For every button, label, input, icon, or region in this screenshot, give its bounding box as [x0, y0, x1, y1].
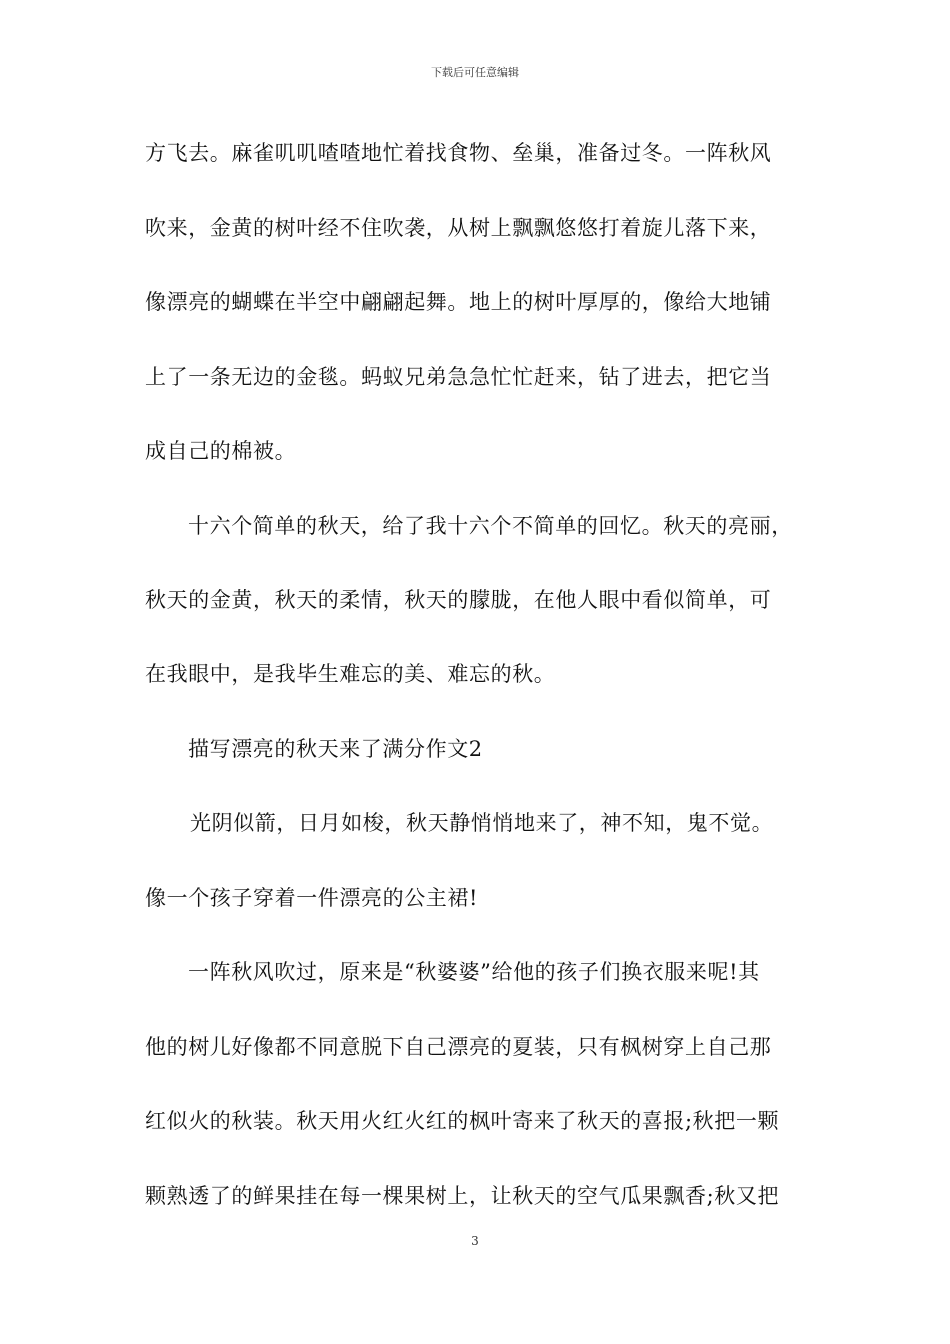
paragraph-first-line: 十六个简单的秋天，给了我十六个不简单的回忆。秋天的亮丽， [188, 514, 793, 538]
text-line: 红似火的秋装。秋天用火红火红的枫叶寄来了秋天的喜报;秋把一颗 [145, 1109, 780, 1133]
text-line: 成自己的棉被。 [145, 439, 297, 463]
text-line: 吹来，金黄的树叶经不住吹袭，从树上飘飘悠悠打着旋儿落下来， [145, 216, 772, 240]
text-line: 在我眼中，是我毕生难忘的美、难忘的秋。 [145, 662, 556, 686]
text-line: 像漂亮的蝴蝶在半空中翩翩起舞。地上的树叶厚厚的，像给大地铺 [145, 290, 772, 314]
text-line: 颗熟透了的鲜果挂在每一棵果树上，让秋天的空气瓜果飘香;秋又把 [145, 1184, 780, 1208]
paragraph-first-line: 一阵秋风吹过，原来是“秋婆婆”给他的孩子们换衣服来呢!其 [188, 960, 760, 984]
paragraph-first-line: 光阴似箭，日月如梭，秋天静悄悄地来了，神不知，鬼不觉。 [190, 811, 774, 835]
text-line: 方飞去。麻雀叽叽喳喳地忙着找食物、垒巢，准备过冬。一阵秋风 [145, 141, 772, 165]
page-number: 3 [471, 1234, 479, 1248]
section-heading: 描写漂亮的秋天来了满分作文2 [188, 737, 483, 761]
text-line: 像一个孩子穿着一件漂亮的公主裙! [145, 886, 479, 910]
text-line: 上了一条无边的金毯。蚂蚁兄弟急急忙忙赶来，钻了进去，把它当 [145, 365, 772, 389]
page-header: 下载后可任意编辑 [431, 66, 519, 79]
text-line: 他的树儿好像都不同意脱下自己漂亮的夏装，只有枫树穿上自己那 [145, 1035, 772, 1059]
text-line: 秋天的金黄，秋天的柔情，秋天的朦胧，在他人眼中看似简单，可 [145, 588, 772, 612]
